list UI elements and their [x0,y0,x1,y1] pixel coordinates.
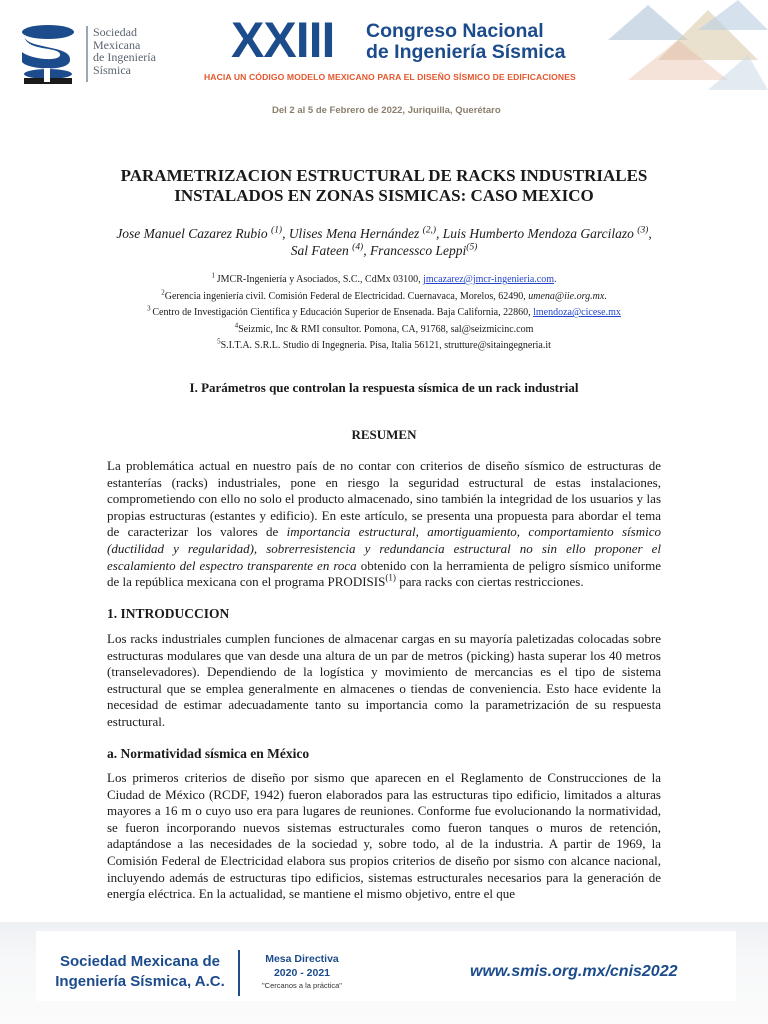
intro-paragraph: Los racks industriales cumplen funciones de almacenar cargas en su mayoría paletizadas colocadas sobre estructuras modulares que van desde una altura de un par de metros (picking) hasta superar los 40 metros (transelevadores). Dependiendo de la logística y movimiento de mercancias es el tipo de sistema estructural que se emplea generalmente en almacenes o tiendas de conveniencia. Esto hace evidente la necesidad de estimar adecuadamente tanto su importancia como la parametrización de su respuesta estructural. [107,631,661,729]
congress-subtitle: HACIA UN CÓDIGO MODELO MEXICANO PARA EL DISEÑO SÍSMICO DE EDIFICACIONES [204,72,576,82]
smis-logo-text: Sociedad Mexicana de Ingeniería Sísmica [93,25,156,77]
author: Francessco Leppi [369,243,467,258]
email-text: umena@iie.org.mx [528,290,605,302]
section-title: I. Parámetros que controlan la respuesta sísmica de un rack industrial [189,380,579,395]
author: Jose Manuel Cazarez Rubio [116,226,272,241]
affiliation-item: $^5$S.I.T.A. S.R.L. Studio di Ingegneria. Pisa, Italia 56121, strutture@sitaingegneria.it [217,337,551,351]
normatividad-heading: a. Normatividad sísmica en México [107,746,310,761]
normatividad-paragraph: Los primeros criterios de diseño por sismo que aparecen en el Reglamento de Construcciones de la Ciudad de México (RCDF, 1942) fueron elaborados para las estructuras tipo edificio, limitados a alturas mayores a 16 m o cuyo uso era para lugares de reuniones. Conforme fue evolucionando la normatividad, se fueron incorporando nuevos sistemas estructurales como fueron tanques o muros de retención, adaptándose a las necesidades de la sociedad y, sobre todo, al de la industria. A partir de 1969, la Comisión Federal de Electricidad elabora sus propios criterios de diseño por sismo con alcance nacional, incluyendo además de estructuras tipo edificios, sistemas estructurales necesarios para la generación de energía eléctrica. En la actualidad, se mantiene el mismo objetivo, entre el que [107,770,661,902]
affiliation-item: $^1$ JMCR-Ingeniería y Asociados, S.C., CdMx 03100, jmcazarez@jmcr-ingenieria.com. [211,271,557,285]
footer-website-link[interactable]: www.smis.org.mx/cnis2022 [470,963,678,980]
affiliation-item: $^4$Seizmic, Inc & RMI consultor. Pomona, CA, 91768, sal@seizmicinc.com [234,321,534,335]
footer-organization: Sociedad Mexicana de Ingeniería Sísmica, A.C. [55,953,225,990]
logo-divider [86,26,88,82]
footer-divider [238,950,240,996]
affiliation-item: $^3$ Centro de Investigación Científica y Educación Superior de Ensenada. Baja California, 22860, lmendoza@cicese.mx [147,304,621,318]
author-list: Jose Manuel Cazarez Rubio $^{(1)}$, Ulises Mena Hernández $^{(2,)}$, Luis Humberto Mendoza Garcilazo $^{(3)}$, Sal Fateen $^{(4)}$, Francessco Leppi$^{(5)}$ [116,225,652,258]
intro-heading: 1. INTRODUCCION [107,606,230,621]
congress-number: XXIII [231,12,335,68]
email-link[interactable]: jmcazarez@jmcr-ingenieria.com [423,274,555,285]
footer-mesa-directiva: Mesa Directiva 2020 - 2021 "Cercanos a la práctica" [262,953,342,990]
paper-title: PARAMETRIZACION ESTRUCTURAL DE RACKS INDUSTRIALES INSTALADOS EN ZONAS SISMICAS: CASO MEXICO [120,166,648,205]
author: Luis Humberto Mendoza Garcilazo [442,226,638,241]
smis-logo-icon [18,22,78,88]
congress-dates: Del 2 al 5 de Febrero de 2022, Juriquilla, Querétaro [272,105,501,116]
author: Ulises Mena Hernández [288,226,423,241]
resumen-heading: RESUMEN [351,427,417,442]
affiliation-list [60,272,708,355]
resumen-paragraph: La problemática actual en nuestro país de no contar con criterios de diseño sísmico de estructuras de estanterías (racks) industriales, pone en riesgo la seguridad estructural de estas instalaciones, comprometiendo con ello no solo el producto almacenado, sino también la integridad de los usuarios y las propias estructuras (estantes y edificio). En este artículo, se presenta una propuesta para abordar el tema de caracterizar los valores de importancia estructural, amortiguamiento, comportamiento sísmico (ductilidad y regularidad), sobrerresistencia y redundancia estructural no sin ello proponer el escalamiento del espectro transparente en roca obtenido con la herramienta de peligro sísmico uniforme de la república mexicana con el programa PRODISIS$^{(1)}$ para racks con ciertas restricciones. [107,458,661,590]
affiliation-item: $^2$Gerencia ingeniería civil. Comisión Federal de Electricidad. Cuernavaca, Morelos, 62490, umena@iie.org.mx. [161,288,607,302]
congress-header [0,0,768,130]
author: Sal Fateen [290,243,353,258]
header-decoration-icon [588,0,768,110]
congress-name: Congreso Nacional de Ingeniería Sísmica [366,20,566,63]
email-link[interactable]: lmendoza@cicese.mx [533,307,621,318]
